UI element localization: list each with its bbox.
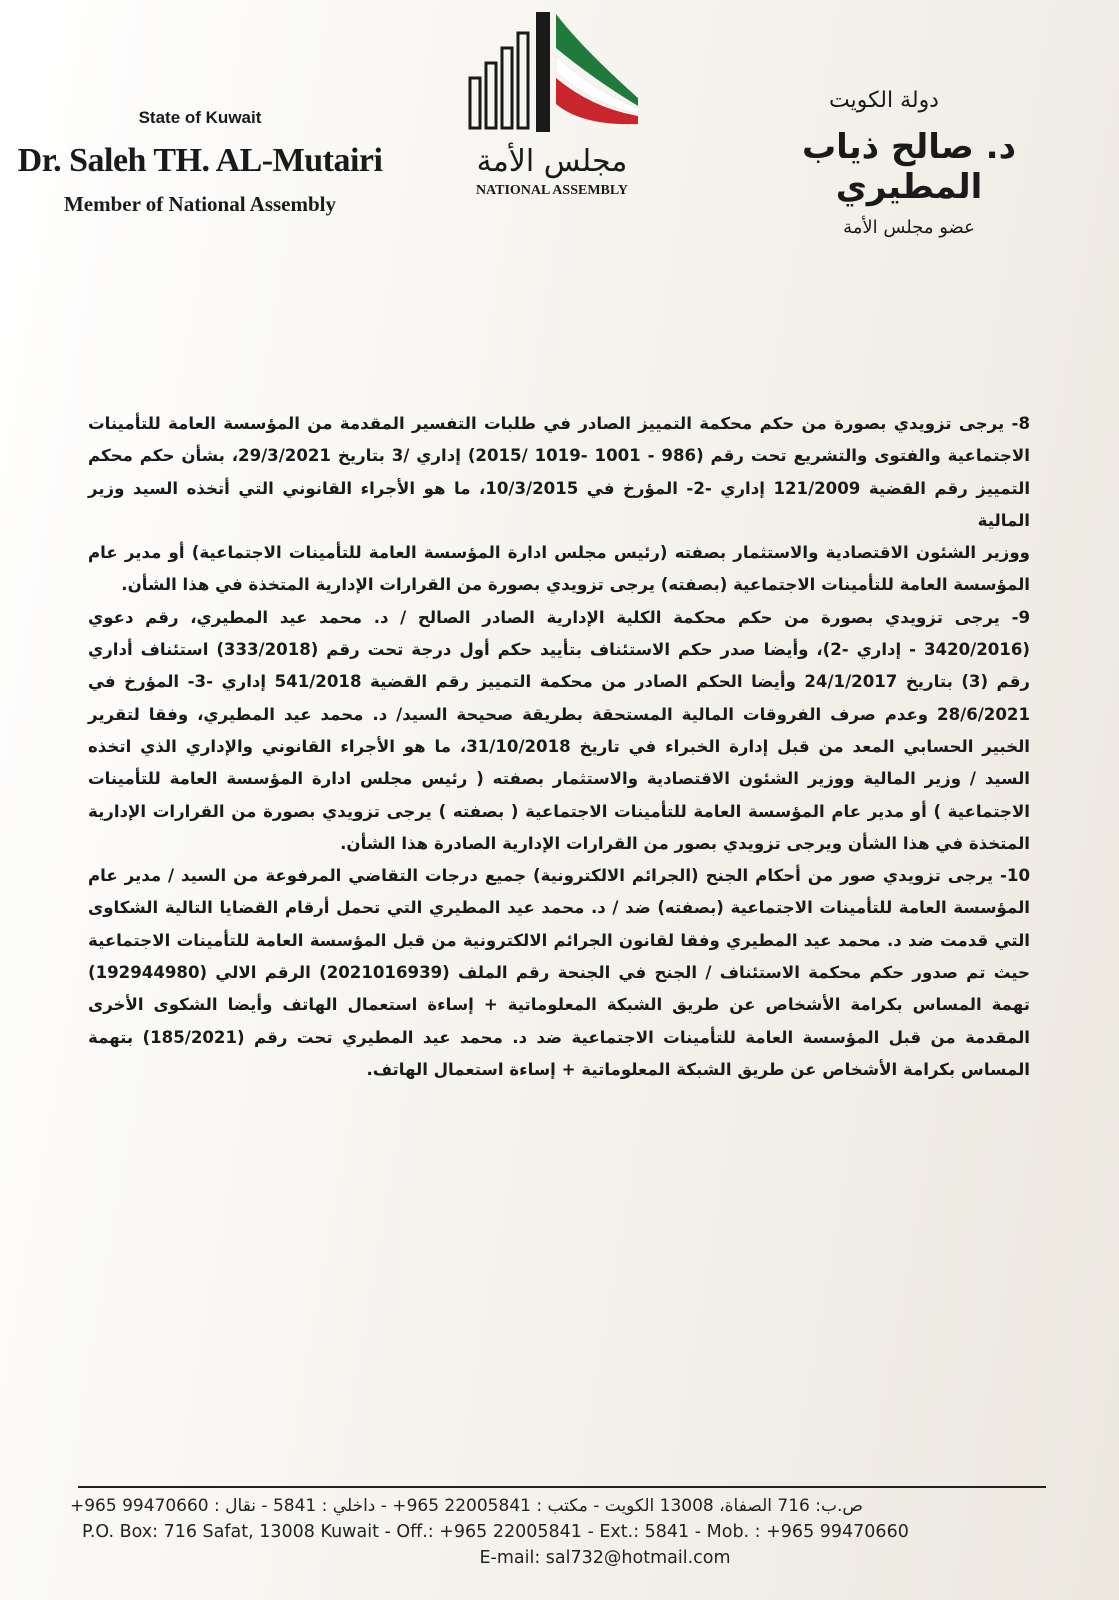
sender-title-en: Member of National Assembly (63, 192, 336, 216)
footer-arabic-mobile: +965 99470660 (70, 1496, 209, 1516)
footer-arabic-address: ص.ب: 716 الصفاة، 13008 الكويت - مكتب : 22005841 965+ - داخلي : 5841 - نقال : (214, 1496, 863, 1516)
paragraph-item-8-continued: ووزير الشئون الاقتصادية والاستثمار بصفته (رئيس مجلس ادارة المؤسسة العامة للتأمينات الاجتماعية) أو مدير عام المؤسسة العامة للتأمينات الاجتماعية (بصفته) يرجى تزويدي بصورة من القرارات الإدارية المتخذة في هذا الشأن. (88, 543, 1030, 595)
english-letterhead (10, 108, 390, 217)
state-label-en: State of Kuwait (138, 108, 262, 127)
sender-name-en: Dr. Saleh TH. AL-Mutairi (17, 142, 383, 179)
footer-contact (70, 1492, 1060, 1568)
paragraph-item-9: 9- يرجى تزويدي بصورة من حكم محكمة الكلية الإدارية الصادر الصالح / د. محمد عيد المطيري، رقم دعوي (3420/2016 - إداري -2)، وأيضا صدر حكم الاستئناف بتأييد حكم أول درجة تحت رقم (333/2018) استئناف أداري رقم (3) بتاريخ 24/1/2017 وأيضا الحكم الصادر من محكمة التمييز رقم القضية 541/2018 إداري -3- المؤرخ في 28/6/2021 وعدم صرف الفروقات المالية المستحقة بطريقة صحيحة السيد/ د. محمد عيد المطيري، وفقا لتقرير الخبير الحسابي المعد من قبل إدارة الخبراء في تاريخ 31/10/2018، ما هو الأجراء القانوني والإداري الذي اتخذه السيد / وزير المالية ووزير الشئون الاقتصادية والاستثمار بصفته ( رئيس مجلس ادارة المؤسسة العامة للتأمينات الاجتماعية ) أو مدير عام المؤسسة العامة للتأمينات الاجتماعية ( بصفته ) يرجى تزويدي بصورة من القرارات الإدارية المتخذة في هذا الشأن ويرجى تزويدي بصور من القرارات الإدارية الصادرة هذا الشأن. (88, 607, 1030, 853)
logo-arabic-text: مجلس الأمة (476, 144, 628, 179)
footer-arabic-line (70, 1492, 1060, 1520)
letter-body (88, 408, 1030, 1086)
footer-email: E-mail: sal732@hotmail.com (479, 1548, 731, 1568)
paragraph-item-10: 10- يرجى تزويدي صور من أحكام الجنح (الجرائم الالكترونية) جميع درجات التقاضي المرفوعة من السيد / مدير عام المؤسسة العامة للتأمينات الاجتماعية (بصفته) ضد / د. محمد عيد المطيري التي تحمل أرقام القضايا التالية الشكاوى التي قدمت ضد د. محمد عيد المطيري وفقا لقانون الجرائم الالكترونية من قبل المؤسسة العامة للتأمينات الاجتماعية حيث تم صدور حكم محكمة الاستئناف / الجنح في الجنحة رقم الملف (2021016939) الرقم الالي (192944980) تهمة المساس بكرامة الأشخاص عن طريق الشبكة المعلوماتية + إساءة استعمال الهاتف وأيضا الشكوى الأخرى المقدمة من قبل المؤسسة العامة للتأمينات الاجتماعية ضد د. محمد عيد المطيري تحت رقم (185/2021) بتهمة المساس بكرامة الأشخاص عن طريق الشبكة المعلوماتية + إساءة استعمال الهاتف. (88, 866, 1030, 1079)
logo-english-text: NATIONAL ASSEMBLY (475, 183, 629, 198)
national-assembly-logo (452, 8, 652, 228)
sender-title-ar: عضو مجلس الأمة (843, 217, 975, 238)
arabic-letterhead (739, 88, 1079, 238)
sender-name-ar: د. صالح ذياب المطيري (801, 127, 1017, 207)
state-label-ar: دولة الكويت (829, 88, 939, 113)
assembly-emblem-icon (462, 8, 642, 138)
paragraph-item-8: 8- يرجى تزويدي بصورة من حكم محكمة التمييز الصادر في طلبات التفسير المقدمة من المؤسسة العامة للتأمينات الاجتماعية والفتوى والتشريع تحت رقم (986 - 1001 -1019 /2015) إداري /3 بتاريخ 29/3/2021، بشأن حكم محكم التمييز رقم القضية 121/2009 إداري -2- المؤرخ في 10/3/2015، ما هو الأجراء القانوني التي أتخذه السيد وزير المالية (88, 414, 1031, 530)
footer-divider (78, 1486, 1046, 1488)
footer-english-line: P.O. Box: 716 Safat, 13008 Kuwait - Off.: +965 22005841 - Ext.: 5841 - Mob. : +965 99470660 (82, 1522, 909, 1542)
